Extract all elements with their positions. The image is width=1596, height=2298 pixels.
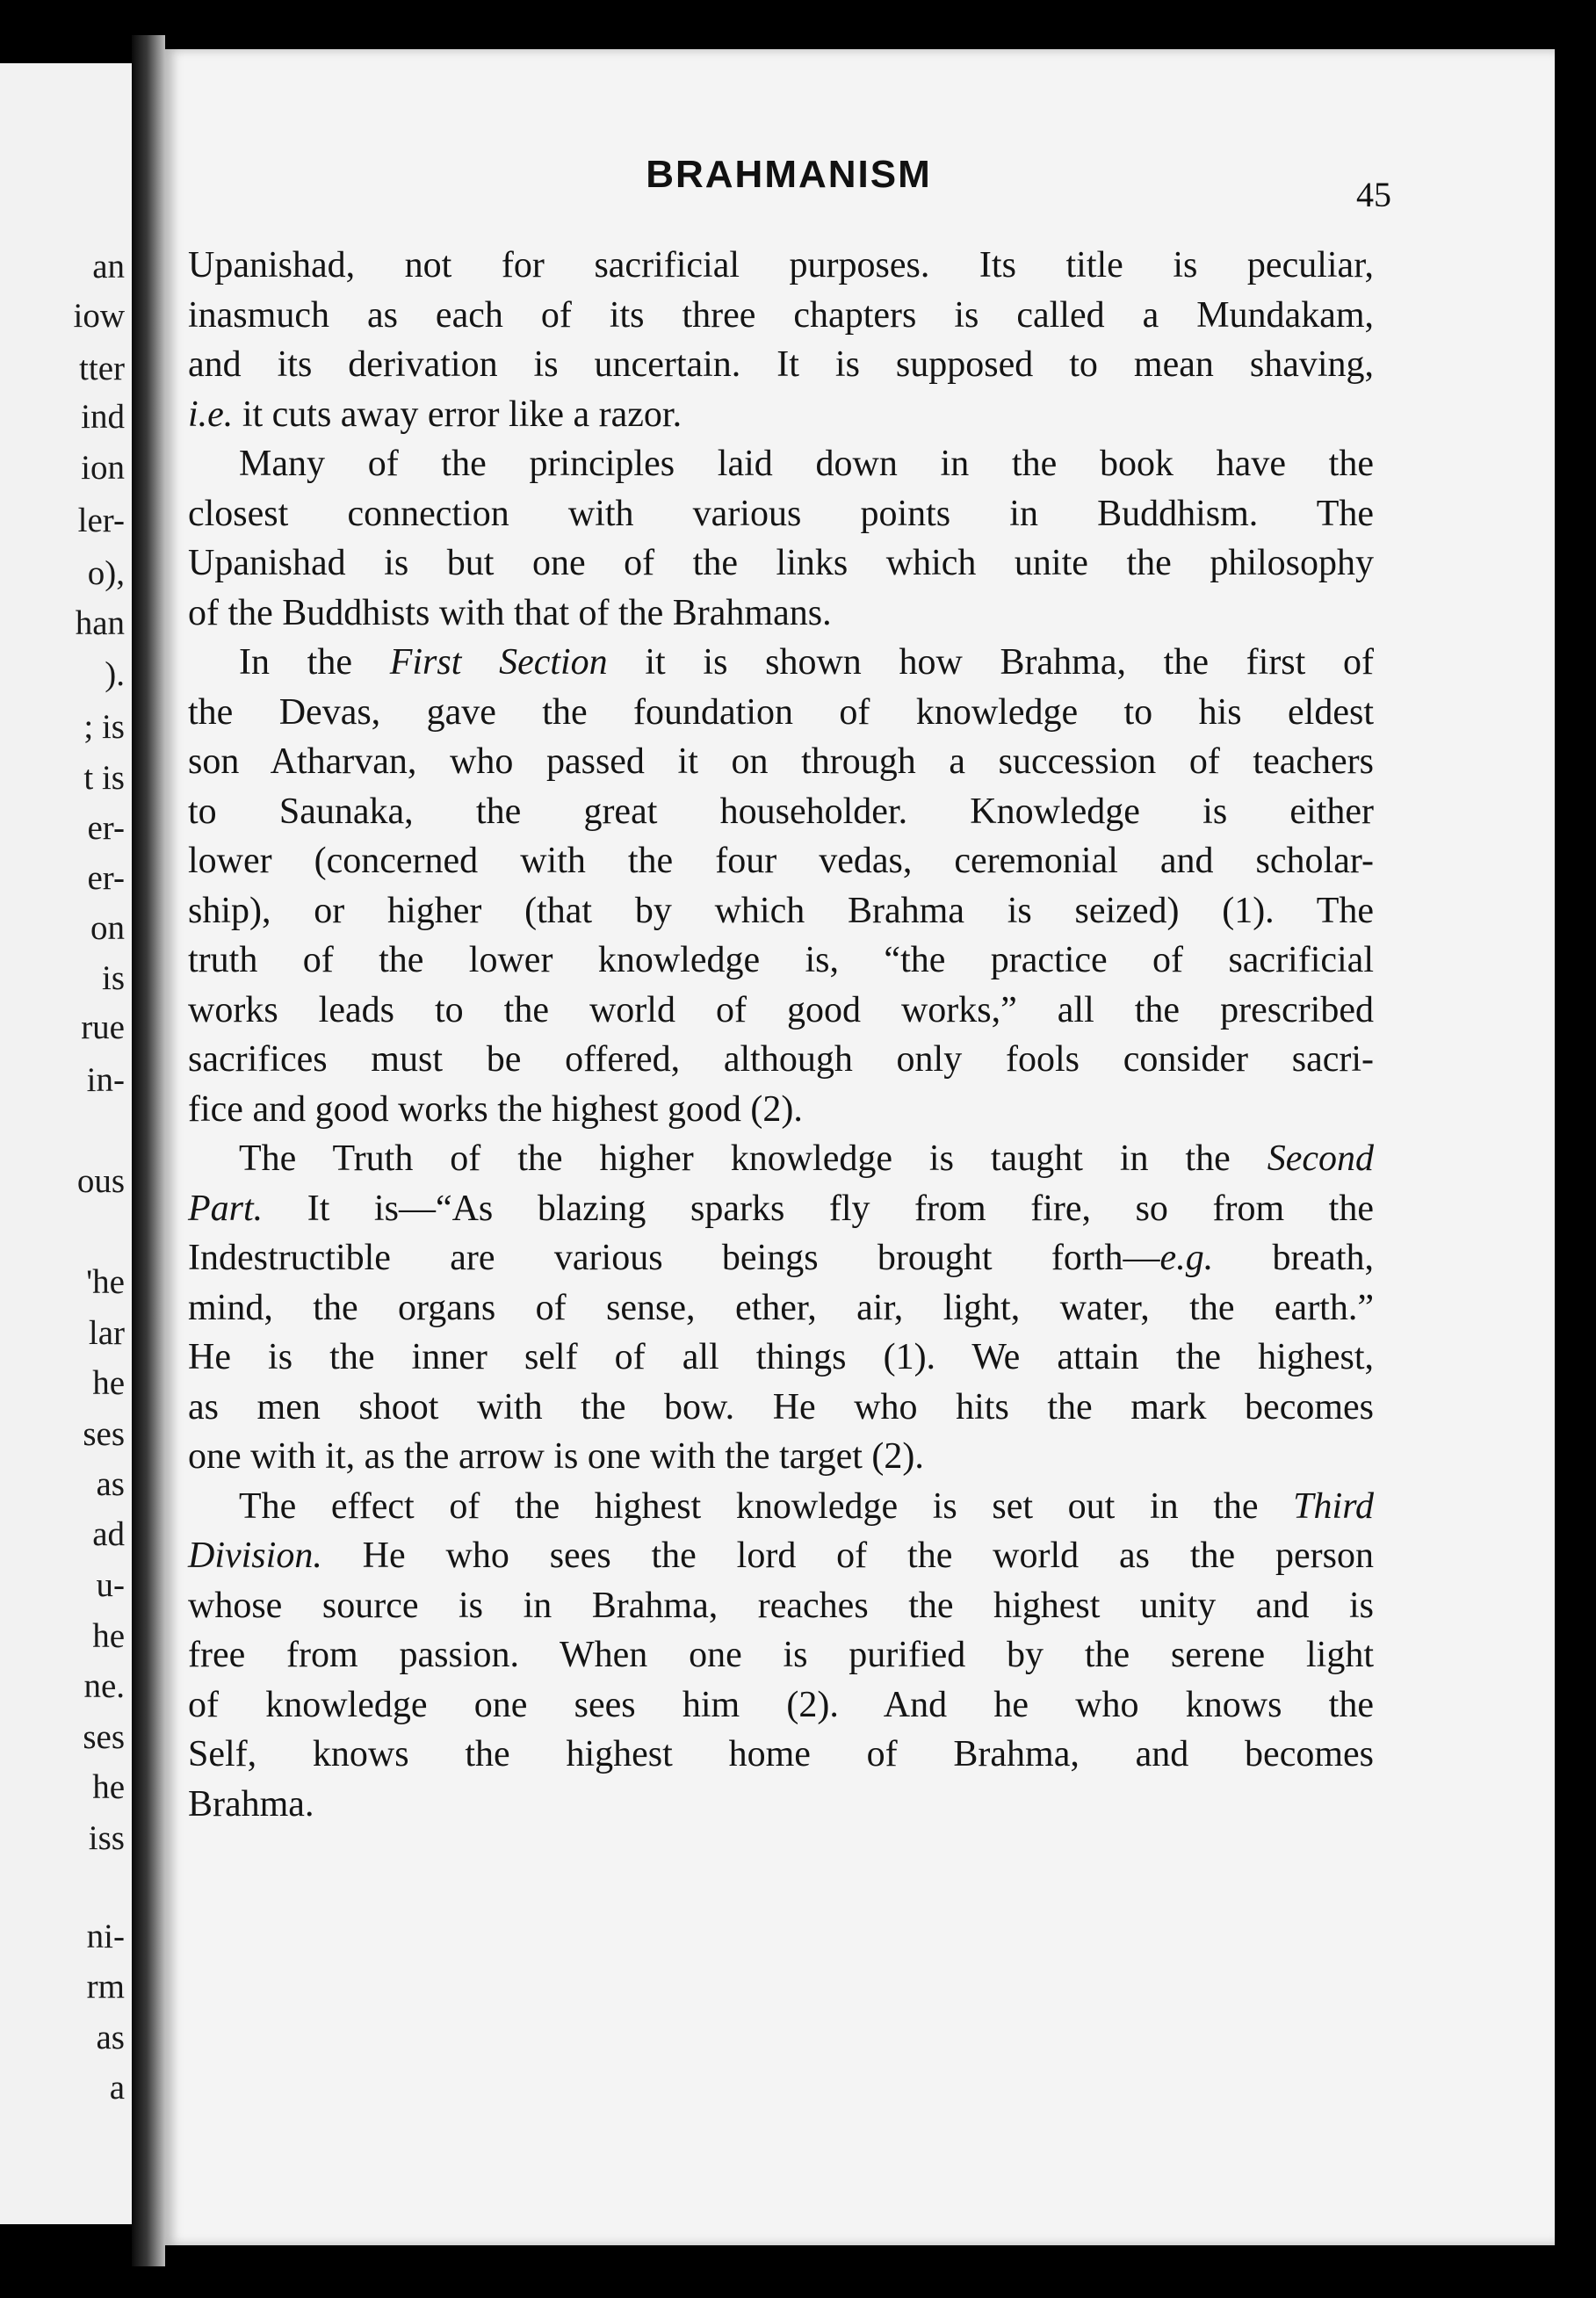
- left-page-fragment: u-: [96, 1566, 125, 1604]
- paragraph: [188, 439, 1374, 638]
- text-line: truth of the lower knowledge is, “the practice of sacrificial: [188, 940, 1374, 980]
- paragraph: [188, 241, 1374, 439]
- text-line: works leads to the world of good works,” all the prescribed: [188, 989, 1374, 1030]
- left-page-fragment: is: [101, 959, 125, 997]
- text-line: mind, the organs of sense, ether, air, light, water, the earth.”: [188, 1287, 1374, 1328]
- text-line: sacrifices must be offered, although only fools consider sacri-: [188, 1039, 1374, 1080]
- text-line: i.e. it cuts away error like a razor.: [188, 394, 682, 435]
- left-page-fragment: han: [75, 604, 125, 642]
- left-page-fragment: ne.: [83, 1667, 125, 1705]
- text-line: inasmuch as each of its three chapters is called a Mundakam,: [188, 294, 1374, 336]
- left-page-fragment: lar: [88, 1314, 125, 1352]
- text-line: Many of the principles laid down in the book have the: [239, 444, 1374, 484]
- text-line: Upanishad, not for sacrificial purposes. Its title is peculiar,: [188, 245, 1374, 285]
- left-page-fragment: an: [92, 248, 125, 285]
- paragraph: [188, 638, 1374, 1134]
- text-line: whose source is in Brahma, reaches the highest unity and is: [188, 1585, 1374, 1626]
- left-page-fragment: he: [92, 1364, 125, 1402]
- text-line: Upanishad is but one of the links which unite the philosophy: [188, 543, 1374, 583]
- text-line: as men shoot with the bow. He who hits the mark becomes: [188, 1386, 1374, 1427]
- left-page-fragment: t is: [83, 759, 125, 797]
- left-page-fragment: ad: [92, 1515, 125, 1553]
- left-page-fragment: rm: [86, 1968, 125, 2005]
- text-line: one with it, as the arrow is one with the target (2).: [188, 1436, 924, 1477]
- left-page-fragment: ind: [81, 398, 125, 436]
- left-page-fragment: iow: [73, 297, 125, 335]
- left-page-fragment: he: [92, 1768, 125, 1806]
- left-page-fragment: ).: [105, 655, 125, 693]
- text-line: Indestructible are various beings brought forth—e.g. breath,: [188, 1238, 1374, 1278]
- text-line: free from passion. When one is purified by the serene light: [188, 1635, 1374, 1675]
- text-line: of the Buddhists with that of the Brahmans.: [188, 592, 832, 633]
- text-line: Self, knows the highest home of Brahma, and becomes: [188, 1734, 1374, 1774]
- text-line: fice and good works the highest good (2).: [188, 1088, 803, 1130]
- left-page-fragment: as: [96, 1465, 125, 1503]
- text-line: Part. It is—“As blazing sparks fly from fire, so from the: [188, 1188, 1374, 1229]
- book-gutter: [132, 35, 165, 2266]
- text-line: ship), or higher (that by which Brahma is seized) (1). The: [188, 890, 1374, 931]
- left-page-fragment: er-: [87, 859, 125, 897]
- left-page-fragment: ion: [81, 449, 125, 487]
- text-line: closest connection with various points in Buddhism. The: [188, 493, 1374, 534]
- left-page-fragment: ; is: [83, 708, 125, 746]
- left-page-fragment: ous: [76, 1162, 125, 1200]
- text-line: Brahma.: [188, 1783, 314, 1825]
- left-page-fragment: er-: [87, 809, 125, 847]
- left-page-fragment: tter: [79, 350, 125, 387]
- text-line: He is the inner self of all things (1). We attain the highest,: [188, 1337, 1374, 1377]
- text-line: son Atharvan, who passed it on through a succession of teachers: [188, 741, 1374, 782]
- left-page-edge: [0, 63, 132, 2224]
- left-page-fragment: ses: [83, 1718, 125, 1756]
- right-page: [165, 49, 1555, 2245]
- text-line: the Devas, gave the foundation of knowledge to his eldest: [188, 691, 1374, 733]
- left-page-fragment: 'he: [86, 1263, 125, 1301]
- left-page-fragment: rue: [81, 1008, 125, 1046]
- paragraph: [188, 1134, 1374, 1482]
- body-text: [188, 241, 1374, 1829]
- left-page-fragment: iss: [88, 1819, 125, 1857]
- left-page-fragment: ler-: [77, 502, 125, 539]
- text-line: of knowledge one sees him (2). And he who knows the: [188, 1684, 1374, 1725]
- text-line: Division. He who sees the lord of the world as the person: [188, 1536, 1374, 1576]
- left-page-fragment: a: [109, 2069, 125, 2106]
- left-page-fragment: in-: [86, 1061, 125, 1099]
- paragraph: [188, 1482, 1374, 1830]
- left-page-fragment: as: [96, 2019, 125, 2056]
- left-page-fragment: ses: [83, 1415, 125, 1453]
- text-line: and its derivation is uncertain. It is supposed to mean shaving,: [188, 344, 1374, 385]
- left-page-fragment: o),: [87, 554, 125, 592]
- text-line: The Truth of the higher knowledge is taught in the Second: [239, 1138, 1374, 1179]
- text-line: lower (concerned with the four vedas, ceremonial and scholar-: [188, 841, 1374, 881]
- text-line: to Saunaka, the great householder. Knowledge is either: [188, 791, 1374, 832]
- text-line: In the First Section it is shown how Brahma, the first of: [239, 642, 1374, 683]
- left-page-fragment: on: [90, 909, 125, 947]
- text-line: The effect of the highest knowledge is set out in the Third: [239, 1485, 1374, 1527]
- left-page-fragment: ni-: [86, 1918, 125, 1955]
- page-number: 45: [1356, 175, 1391, 214]
- left-page-fragment: he: [92, 1617, 125, 1655]
- running-header: BRAHMANISM: [646, 153, 932, 196]
